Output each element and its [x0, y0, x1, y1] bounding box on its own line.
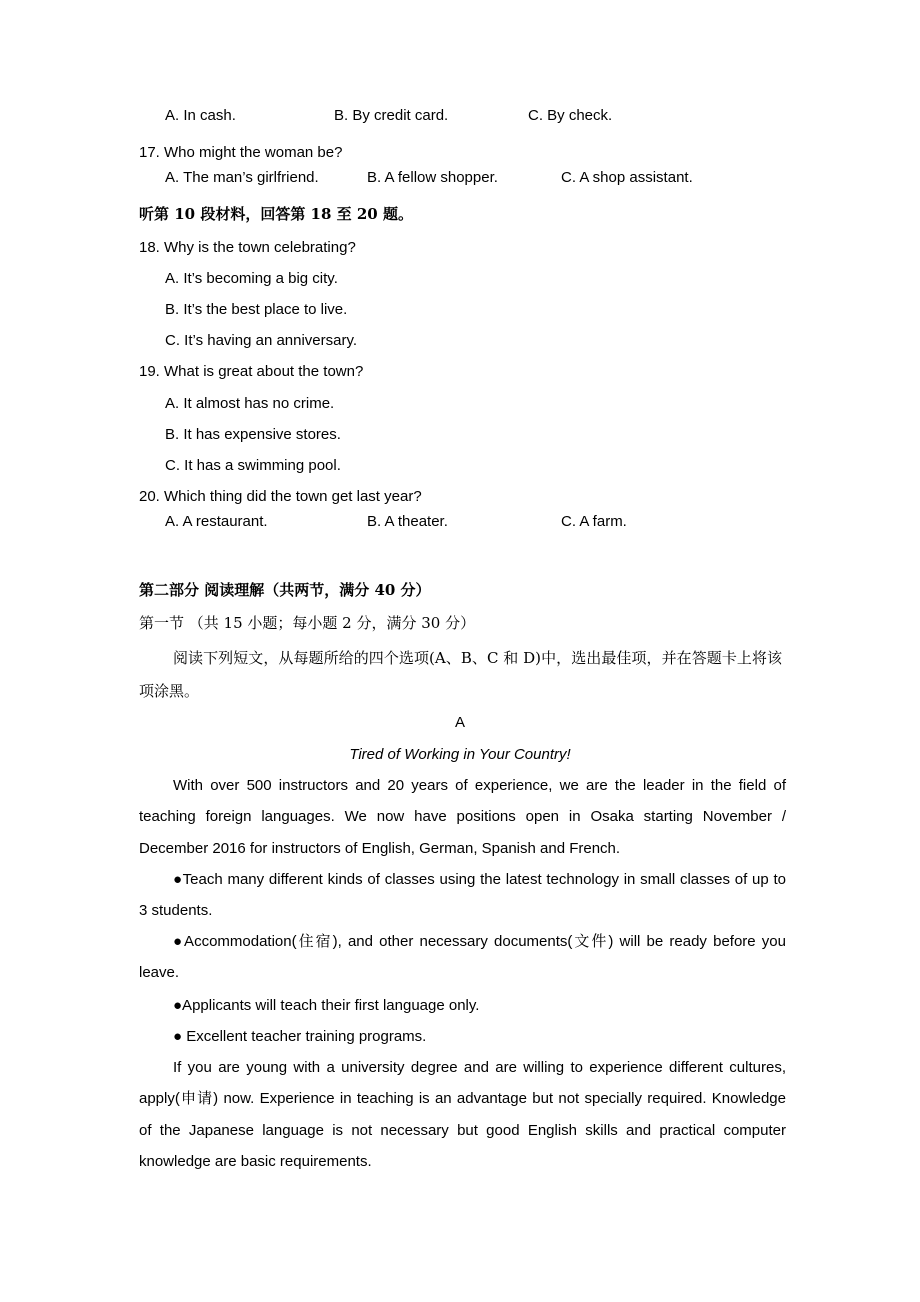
option-c: C. By check. [528, 107, 613, 124]
instructions: 阅读下列短文，从每题所给的四个选项(A、B、C 和 D)中，选出最佳项，并在答题卡上将该项涂黑。 [139, 649, 782, 700]
question-18: 18. Why is the town celebrating? [139, 239, 356, 256]
question-20: 20. Which thing did the town get last year? [139, 488, 422, 505]
option-c: C. It’s having an anniversary. [165, 332, 358, 349]
passage-paragraph-1: With over 500 instructors and 20 years of experience, we are the leader in the field of teaching foreign languages. We now have positions open in Osaka starting November / December 2016 for instructors of English, German, Spanish and French. [139, 777, 786, 857]
option-b: B. A theater. [367, 513, 448, 530]
option-c: C. It has a swimming pool. [165, 457, 341, 474]
question-17: 17. Who might the woman be? [139, 144, 343, 161]
option-b: B. A fellow shopper. [367, 169, 498, 186]
bullet-item: ●Applicants will teach their first language only. [173, 997, 480, 1014]
passage-label: A [454, 714, 465, 731]
option-a: A. It’s becoming a big city. [165, 270, 338, 287]
option-a: A. The man’s girlfriend. [165, 169, 319, 186]
bullet-item: ●Accommodation(住宿), and other necessary documents(文件) will be ready before you leave. [139, 933, 786, 982]
option-a: A. It almost has no crime. [165, 395, 335, 412]
option-a: A. A restaurant. [165, 513, 268, 530]
bullet-item: ● Excellent teacher training programs. [173, 1028, 427, 1045]
section-heading: 听第 10 段材料，回答第 18 至 20 题。 [139, 205, 413, 223]
question-19: 19. What is great about the town? [139, 363, 364, 380]
passage-paragraph-2: If you are young with a university degree and are willing to experience different cultures, apply(申请) now. Experience in teaching is an advantage but not specially required. Knowledge of the Japanese language is not necessary but good English skills and practical computer knowledge are basic requirements. [139, 1059, 786, 1171]
passage-title: Tired of Working in Your Country! [349, 746, 571, 763]
section1-title: 第一节 （共 15 小题；每小题 2 分，满分 30 分） [139, 614, 476, 632]
part2-title: 第二部分 阅读理解（共两节，满分 40 分） [139, 581, 431, 599]
option-b: B. It has expensive stores. [165, 426, 341, 443]
bullet-item: ●Teach many different kinds of classes using the latest technology in small classes of up to 3 students. [139, 871, 786, 920]
option-a: A. In cash. [165, 107, 236, 124]
option-c: C. A shop assistant. [561, 169, 693, 186]
option-c: C. A farm. [561, 513, 627, 530]
option-b: B. It’s the best place to live. [165, 301, 348, 318]
option-b: B. By credit card. [334, 107, 449, 124]
